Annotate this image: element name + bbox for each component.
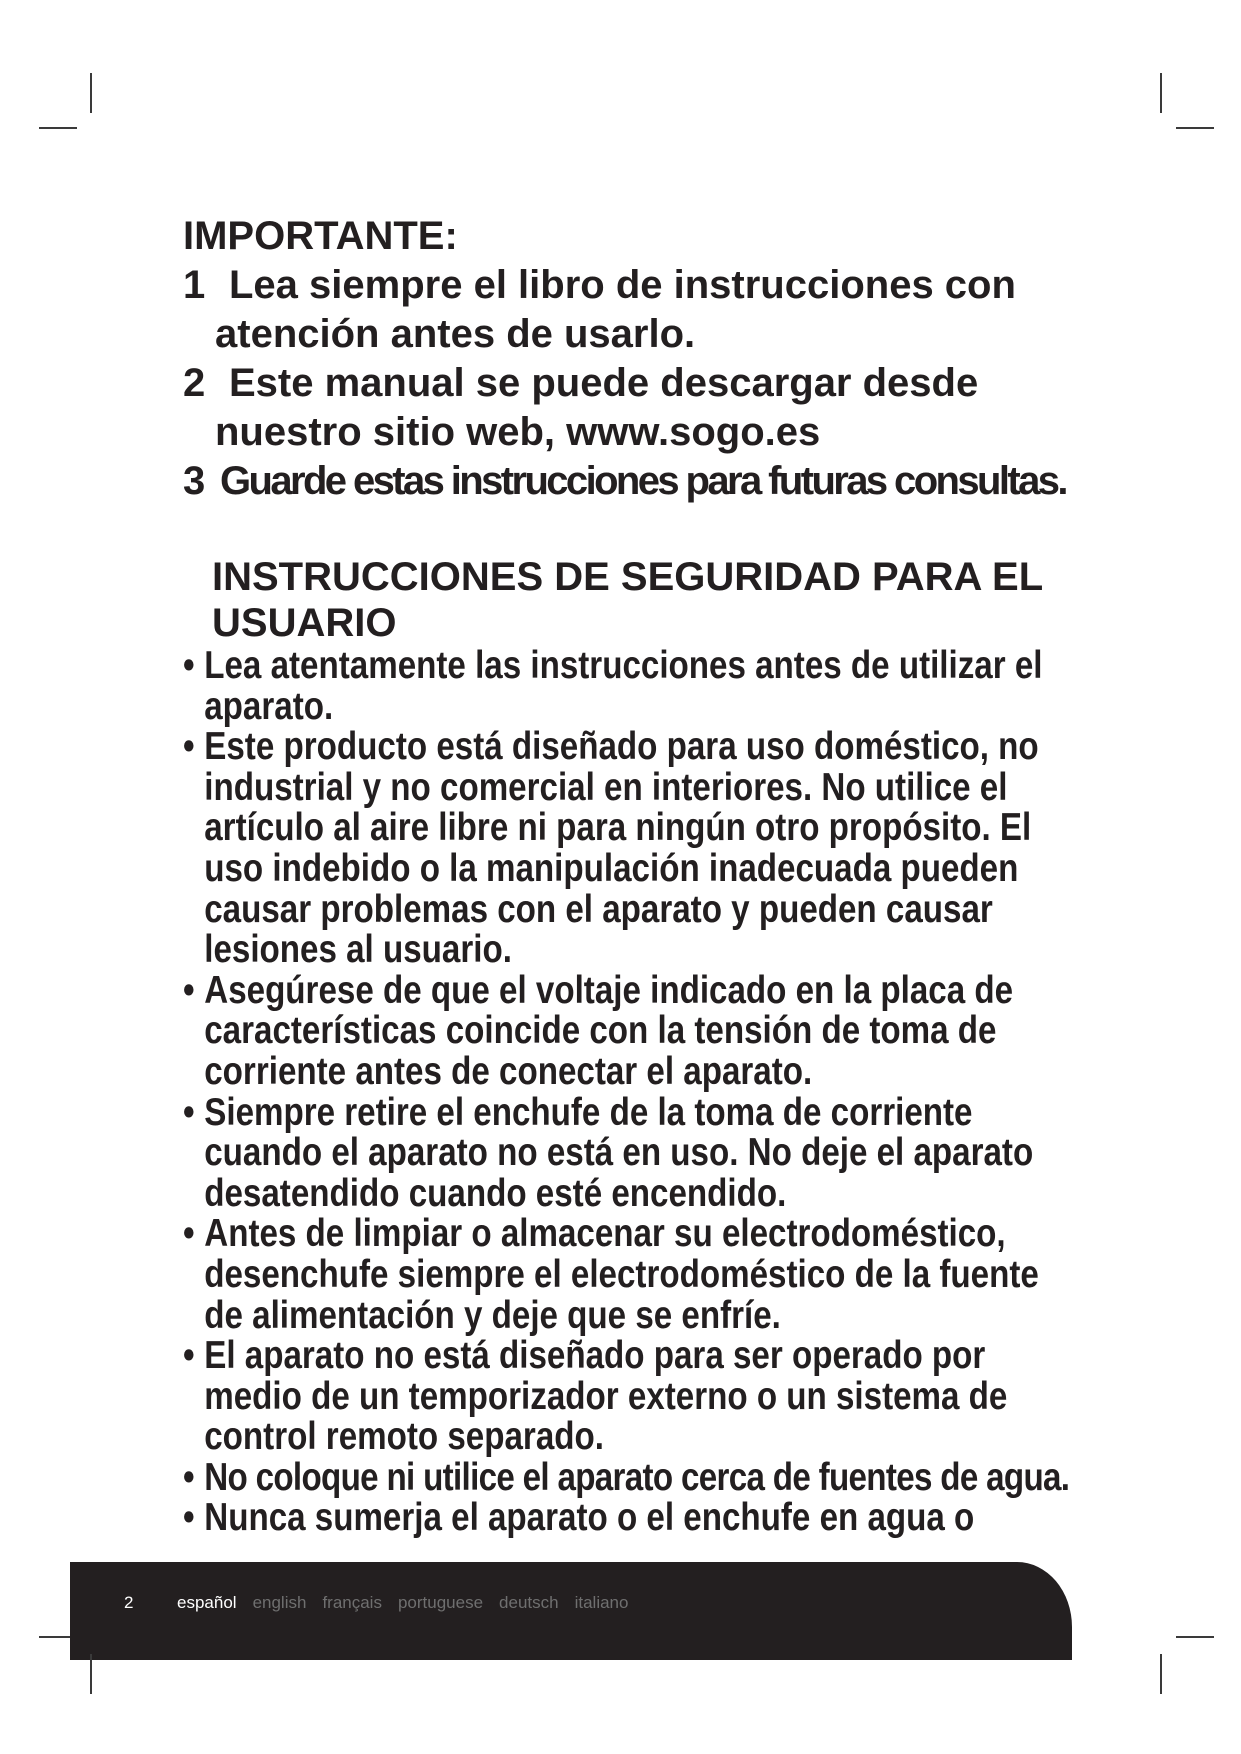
crop-mark-top-right-vertical bbox=[1160, 73, 1162, 113]
list-item-continued: desenchufe siempre el electrodoméstico de la fuente bbox=[204, 1252, 1039, 1296]
list-item-continued: artículo al aire libre ni para ningún otro propósito. El bbox=[204, 806, 1032, 850]
list-item bbox=[183, 1336, 1067, 1377]
list-item-text: Asegúrese de que el voltaje indicado en la placa de bbox=[204, 968, 1014, 1012]
language-english: english bbox=[252, 1593, 307, 1612]
safety-title bbox=[212, 554, 1043, 646]
list-item-text: Antes de limpiar o almacenar su electrodoméstico, bbox=[204, 1212, 1006, 1256]
language-italiano: italiano bbox=[574, 1593, 629, 1612]
item-number: 2 bbox=[183, 361, 206, 405]
list-item-continued: medio de un temporizador externo o un sistema de bbox=[204, 1374, 1008, 1418]
list-item-continued: corriente antes de conectar el aparato. bbox=[204, 1049, 813, 1093]
crop-mark-bottom-right-vertical bbox=[1160, 1654, 1162, 1694]
crop-mark-top-left-vertical bbox=[90, 73, 92, 113]
bullet-glyph: • bbox=[183, 1212, 195, 1256]
list-item bbox=[183, 1214, 1067, 1255]
language-espanol: español bbox=[177, 1593, 237, 1612]
list-item-text: No coloque ni utilice el aparato cerca de fuentes de agua. bbox=[204, 1455, 1070, 1499]
list-item-text: Este producto está diseñado para uso doméstico, no bbox=[204, 725, 1039, 769]
list-item bbox=[183, 1498, 1067, 1539]
list-item bbox=[183, 727, 1067, 768]
bullet-glyph: • bbox=[183, 725, 195, 769]
list-item bbox=[183, 968, 1067, 1012]
list-item bbox=[183, 1090, 1067, 1134]
list-item bbox=[183, 646, 1067, 687]
list-item-continued: cuando el aparato no está en uso. No deje el aparato bbox=[204, 1131, 1034, 1175]
bullet-glyph: • bbox=[183, 968, 195, 1012]
list-item bbox=[183, 1455, 1070, 1499]
list-item-continued: control remoto separado. bbox=[204, 1415, 604, 1459]
bullet-glyph: • bbox=[183, 1455, 194, 1499]
bullet-glyph: • bbox=[183, 1090, 195, 1134]
crop-mark-top-right-horizontal bbox=[1176, 127, 1214, 129]
item-text: atención antes de usarlo. bbox=[215, 312, 696, 356]
footer-bar bbox=[70, 1562, 1072, 1660]
important-notice bbox=[183, 212, 1143, 506]
language-deutsch: deutsch bbox=[499, 1593, 559, 1612]
crop-mark-bottom-left-vertical bbox=[90, 1654, 92, 1694]
list-item-continued: características coincide con la tensión de toma de bbox=[204, 1009, 997, 1053]
important-item-2 bbox=[183, 359, 1143, 408]
list-item-continued: industrial y no comercial en interiores. No utilice el bbox=[204, 765, 1008, 809]
list-item-continued: aparato. bbox=[204, 684, 334, 728]
bullet-glyph: • bbox=[183, 644, 195, 687]
language-list bbox=[177, 1592, 628, 1614]
item-text: Este manual se puede descargar desde bbox=[229, 361, 979, 405]
list-item-text: Siempre retire el enchufe de la toma de corriente bbox=[204, 1090, 973, 1134]
list-item-text: Nunca sumerja el aparato o el enchufe en agua o bbox=[204, 1496, 975, 1540]
item-text: Guarde estas instrucciones para futuras consultas. bbox=[220, 459, 1066, 503]
important-item-1 bbox=[183, 261, 1143, 310]
item-text: nuestro sitio web, www.sogo.es bbox=[215, 410, 821, 454]
list-item-continued: uso indebido o la manipulación inadecuada pueden bbox=[204, 846, 1019, 890]
list-item-continued: desatendido cuando esté encendido. bbox=[204, 1171, 787, 1215]
important-title: IMPORTANTE: bbox=[183, 214, 458, 258]
list-item-continued: lesiones al usuario. bbox=[204, 928, 512, 972]
language-francais: français bbox=[322, 1593, 382, 1612]
list-item-text: Lea atentamente las instrucciones antes de utilizar el bbox=[204, 644, 1043, 687]
important-item-2-continued bbox=[183, 408, 1143, 457]
page-number: 2 bbox=[124, 1593, 134, 1612]
item-number: 1 bbox=[183, 263, 206, 307]
bullet-glyph: • bbox=[183, 1334, 195, 1378]
safety-title-line: INSTRUCCIONES DE SEGURIDAD PARA EL bbox=[212, 555, 1044, 599]
safety-title-line: USUARIO bbox=[212, 601, 397, 645]
item-number: 3 bbox=[183, 459, 206, 503]
bullet-glyph: • bbox=[183, 1496, 195, 1540]
important-item-3 bbox=[183, 457, 1143, 506]
crop-mark-bottom-right-horizontal bbox=[1176, 1636, 1214, 1638]
list-item-continued: causar problemas con el aparato y pueden causar bbox=[204, 887, 993, 931]
item-text: Lea siempre el libro de instrucciones con bbox=[229, 263, 1016, 307]
crop-mark-top-left-horizontal bbox=[39, 127, 77, 129]
safety-instructions-list bbox=[183, 644, 1070, 1540]
list-item-text: El aparato no está diseñado para ser operado por bbox=[204, 1334, 986, 1378]
list-item-continued: de alimentación y deje que se enfríe. bbox=[204, 1293, 781, 1337]
important-item-1-continued bbox=[183, 310, 1143, 359]
language-portuguese: portuguese bbox=[397, 1593, 484, 1612]
